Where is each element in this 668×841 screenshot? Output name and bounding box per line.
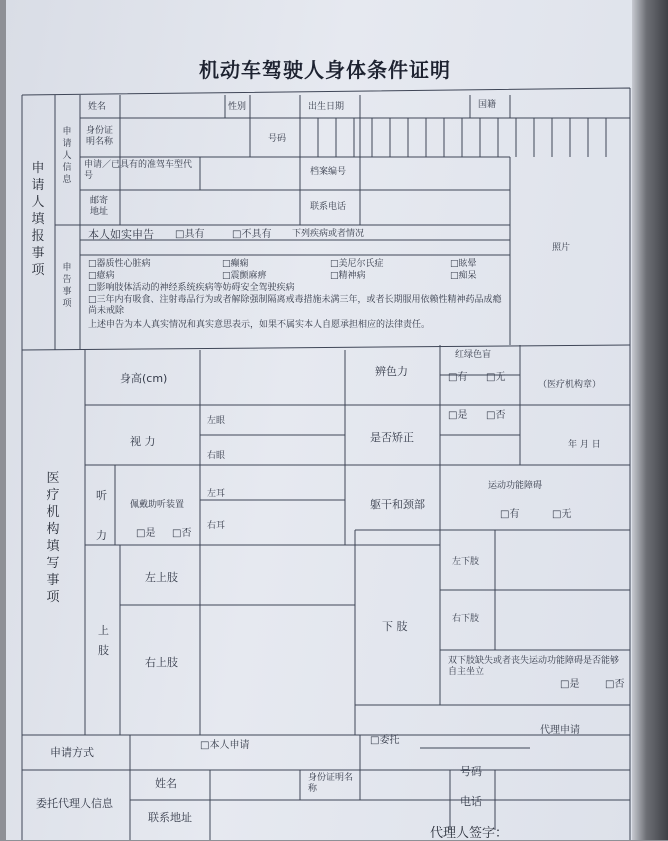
photo-placeholder: 照片: [552, 243, 571, 253]
subsection-declaration: 申告事项: [62, 263, 72, 309]
label-gender: 性别: [228, 102, 247, 112]
label-movement: 运动功能障碍: [488, 481, 543, 491]
section-medical-title: 医疗机构填写事项: [46, 471, 60, 605]
label-torso: 躯干和颈部: [370, 498, 425, 511]
label-right-upper: 右上肢: [145, 656, 178, 669]
subsection-applicant-info: 申请人信息: [62, 127, 72, 185]
label-apply-method: 申请方式: [50, 746, 94, 759]
label-agent-apply: 代理申请: [540, 725, 580, 736]
label-right-lower: 右下肢: [452, 614, 480, 624]
disease-vertigo[interactable]: □眩晕: [450, 259, 477, 269]
label-corrected: 是否矫正: [370, 431, 414, 444]
checkbox-corrected-no[interactable]: □否: [486, 410, 506, 421]
label-vehicle-type: 申请／已具有的准驾车型代号: [84, 160, 193, 181]
label-hearing-2: 力: [96, 529, 107, 542]
section-applicant-title: 申请人填报事项: [31, 161, 45, 278]
label-lower: 下 肢: [382, 620, 408, 633]
label-id-document: 身份证明名称: [86, 126, 114, 147]
checkbox-move-yes[interactable]: □有: [500, 509, 520, 520]
label-name: 姓名: [88, 102, 107, 112]
checkbox-move-no[interactable]: □无: [552, 509, 572, 520]
label-file-number: 档案编号: [310, 167, 347, 177]
label-height: 身高(cm): [120, 372, 168, 385]
label-hearing-1: 听: [96, 489, 107, 502]
label-agent-phone: 电话: [460, 795, 482, 808]
label-agent-id-no: 号码: [460, 765, 482, 778]
checkbox-corrected-yes[interactable]: □是: [448, 410, 468, 421]
disease-epilepsy[interactable]: □癫痫: [222, 259, 249, 269]
label-nationality: 国籍: [478, 100, 497, 110]
checkbox-self-apply[interactable]: □本人申请: [200, 740, 250, 751]
institution-stamp: （医疗机构章）: [538, 380, 602, 390]
checkbox-not-has[interactable]: □不具有: [232, 229, 272, 240]
declare-head: 本人如实申告: [88, 228, 154, 241]
label-birth-date: 出生日期: [308, 102, 345, 112]
label-lower-question: 双下肢缺失或者丧失运动功能障碍是否能够自主坐立: [448, 656, 620, 677]
disease-hysteria[interactable]: □癔病: [88, 271, 115, 281]
label-agent-address: 联系地址: [148, 811, 192, 824]
disease-parkinson[interactable]: □震颤麻痹: [222, 271, 267, 281]
checkbox-aid-no[interactable]: □否: [172, 528, 192, 539]
declaration-statement: 上述申告为本人真实情况和真实意思表示，如果不属实本人自愿承担相应的法律责任。: [88, 320, 431, 330]
checkbox-entrust[interactable]: □委托: [370, 735, 400, 746]
label-left-lower: 左下肢: [452, 557, 480, 567]
label-hearing-aid: 佩戴助听装置: [130, 500, 185, 510]
disease-drugs[interactable]: □三年内有吸食、注射毒品行为或者解除强制隔离戒毒措施未满三年，或者长期服用依赖性精神药品成瘾尚未戒除: [88, 295, 502, 316]
label-agent-info: 委托代理人信息: [36, 797, 113, 810]
label-left-upper: 左上肢: [145, 571, 178, 584]
checkbox-colorblind-no[interactable]: □无: [486, 372, 506, 383]
checkbox-has[interactable]: □具有: [175, 229, 205, 240]
label-red-green: 红绿色盲: [455, 350, 492, 360]
label-vision: 视 力: [130, 435, 156, 448]
label-color-vision: 辨色力: [375, 365, 408, 378]
label-id-number: 号码: [268, 134, 287, 144]
label-upper-2: 肢: [98, 644, 109, 657]
checkbox-colorblind-yes[interactable]: □有: [448, 372, 468, 383]
disease-psychosis[interactable]: □精神病: [330, 271, 366, 281]
stamp-date: 年 月 日: [568, 440, 601, 450]
checkbox-sit-yes[interactable]: □是: [560, 679, 580, 690]
checkbox-sit-no[interactable]: □否: [605, 679, 625, 690]
disease-neuro[interactable]: □影响肢体活动的神经系统疾病等妨碍安全驾驶疾病: [88, 283, 295, 293]
form-title: 机动车驾驶人身体条件证明: [199, 58, 451, 82]
disease-heart[interactable]: □器质性心脏病: [88, 259, 151, 269]
label-agent-name: 姓名: [155, 777, 177, 790]
label-right-eye: 右眼: [207, 451, 226, 461]
declare-following: 下列疾病或者情况: [292, 229, 365, 239]
label-agent-signature: 代理人签字：: [430, 826, 509, 841]
checkbox-aid-yes[interactable]: □是: [136, 528, 156, 539]
label-left-eye: 左眼: [207, 416, 226, 426]
disease-dementia[interactable]: □痴呆: [450, 271, 477, 281]
label-left-ear: 左耳: [207, 489, 226, 499]
label-phone: 联系电话: [310, 202, 347, 212]
label-upper-1: 上: [98, 624, 109, 637]
label-right-ear: 右耳: [207, 521, 226, 531]
label-agent-id-doc: 身份证明名称: [308, 773, 354, 794]
disease-meniere[interactable]: □美尼尔氏症: [330, 259, 384, 269]
label-mailing-address: 邮寄地址: [90, 196, 109, 217]
